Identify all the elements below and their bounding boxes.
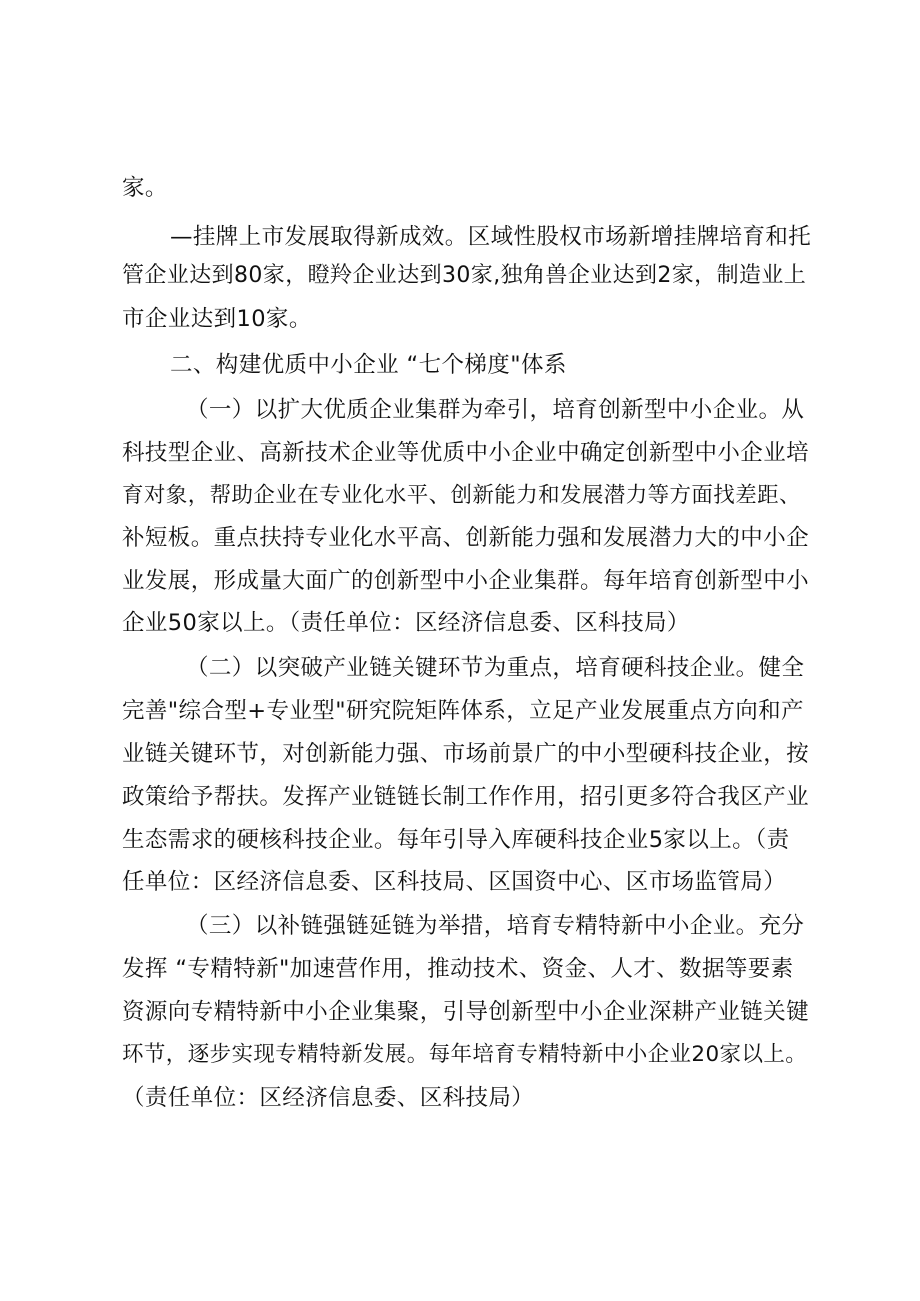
text-line: 市企业达到10家。 bbox=[122, 306, 312, 332]
text-line: 业发展，形成量大面广的创新型中小企业集群。每年培育创新型中小 bbox=[122, 568, 810, 594]
text-line: 管企业达到80家，瞪羚企业达到30家,独角兽企业达到2家，制造业上 bbox=[122, 263, 807, 288]
text-line: 发挥 “专精特新"加速营作用，推动技术、资金、人才、数据等要素 bbox=[122, 956, 794, 982]
text-line: 补短板。重点扶持专业化水平高、创新能力强和发展潜力大的中小企 bbox=[122, 525, 810, 551]
text-line: —挂牌上市发展取得新成效。区域性股权市场新增挂牌培育和托 bbox=[170, 224, 812, 250]
text-line: 企业50家以上。（责任单位：区经济信息委、区科技局） bbox=[122, 610, 690, 636]
text-line: 政策给予帮扶。发挥产业链链长制工作作用，招引更多符合我区产业 bbox=[122, 784, 810, 810]
text-line: 任单位：区经济信息委、区科技局、区国资中心、区市场监管局） bbox=[122, 869, 787, 895]
text-line: （二）以突破产业链关键环节为重点，培育硬科技企业。健全 bbox=[186, 655, 805, 681]
text-line: （责任单位：区经济信息委、区科技局） bbox=[122, 1085, 535, 1111]
text-line: 生态需求的硬核科技企业。每年引导入库硬科技企业5家以上。（责 bbox=[122, 827, 790, 853]
text-line: 业链关键环节，对创新能力强、市场前景广的中小型硬科技企业，按 bbox=[122, 741, 810, 767]
text-line: （一）以扩大优质企业集群为牵引，培育创新型中小企业。从 bbox=[186, 397, 805, 423]
text-line: 资源向专精特新中小企业集聚，引导创新型中小企业深耕产业链关键 bbox=[122, 999, 810, 1025]
text-line: 家。 bbox=[122, 175, 168, 201]
section-heading: 二、构建优质中小企业 “七个梯度"体系 bbox=[170, 352, 567, 378]
text-line: 完善"综合型+专业型"研究院矩阵体系，立足产业发展重点方向和产 bbox=[122, 698, 804, 724]
text-line: 科技型企业、高新技术企业等优质中小企业中确定创新型中小企业培 bbox=[122, 440, 810, 466]
text-line: 育对象，帮助企业在专业化水平、创新能力和发展潜力等方面找差距、 bbox=[122, 483, 801, 508]
text-line: 环节，逐步实现专精特新发展。每年培育专精特新中小企业20家以上。 bbox=[122, 1042, 808, 1067]
text-line: （三）以补链强链延链为举措，培育专精特新中小企业。充分 bbox=[186, 913, 805, 939]
